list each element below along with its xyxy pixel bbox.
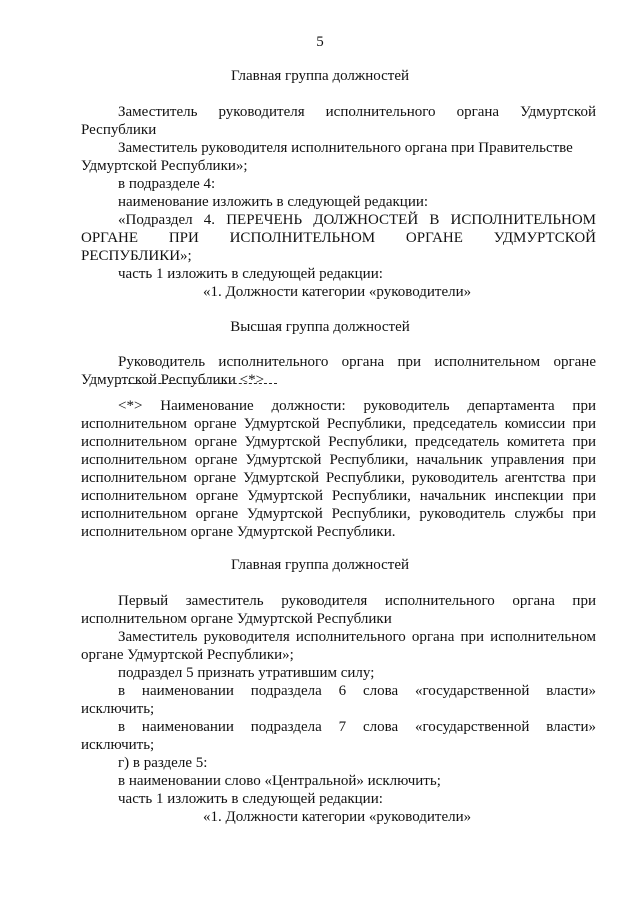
page-number: 5 (316, 34, 324, 50)
text-line: подраздел 5 признать утратившим силу; (118, 665, 375, 681)
text-line: Республики (81, 122, 157, 138)
section-heading: Главная группа должностей (230, 557, 410, 573)
text-line: исключить; (81, 701, 155, 717)
text-line: Заместитель руководителя исполнительного органа Удмуртской (118, 104, 596, 120)
text-line: часть 1 изложить в следующей редакции: (118, 791, 383, 807)
footnote-line: исполнительном органе Удмуртской Республики, председатель комитета при (81, 434, 596, 450)
footnote-separator (118, 383, 277, 384)
text-line: ОРГАНЕ ПРИ ИСПОЛНИТЕЛЬНОМ ОРГАНЕ УДМУРТСКОЙ (81, 230, 596, 246)
text-line: исключить; (81, 737, 155, 753)
footnote-line: исполнительном органе Удмуртской Республики. (81, 524, 396, 540)
text-line: Удмуртской Республики <*> (81, 372, 265, 388)
text-line: Руководитель исполнительного органа при исполнительном органе (118, 354, 596, 370)
text-line: «1. Должности категории «руководители» (203, 809, 472, 825)
text-line: исполнительном органе Удмуртской Республики (81, 611, 392, 627)
text-line: Первый заместитель руководителя исполнительного органа при (118, 593, 596, 609)
text-line: г) в разделе 5: (118, 755, 208, 771)
section-heading: Главная группа должностей (230, 68, 410, 84)
text-line: в подразделе 4: (118, 176, 216, 192)
text-line: Заместитель руководителя исполнительного органа при Правительстве (118, 140, 573, 156)
footnote-line: исполнительном органе Удмуртской Республики, председатель комиссии при (81, 416, 596, 432)
text-line: в наименовании слово «Центральной» исключить; (118, 773, 441, 789)
text-line: наименование изложить в следующей редакции: (118, 194, 429, 210)
footnote-line: <*> Наименование должности: руководитель департамента при (118, 398, 596, 414)
text-line: в наименовании подраздела 7 слова «государственной власти» (118, 719, 596, 735)
footnote-line: исполнительном органе Удмуртской Республики, начальник инспекции при (81, 488, 596, 504)
section-heading: Высшая группа должностей (230, 319, 410, 335)
footnote-line: исполнительном органе Удмуртской Республики, руководитель агентства при (81, 470, 596, 486)
text-line: Заместитель руководителя исполнительного органа при исполнительном (118, 629, 596, 645)
text-line: органе Удмуртской Республики»; (81, 647, 294, 663)
footnote-line: исполнительном органе Удмуртской Республики, начальник управления при (81, 452, 596, 468)
text-line: Удмуртской Республики»; (81, 158, 248, 174)
text-line: часть 1 изложить в следующей редакции: (118, 266, 383, 282)
text-line: «1. Должности категории «руководители» (203, 284, 472, 300)
text-line: в наименовании подраздела 6 слова «государственной власти» (118, 683, 596, 699)
text-line: РЕСПУБЛИКИ»; (81, 248, 192, 264)
footnote-line: исполнительном органе Удмуртской Республики, руководитель службы при (81, 506, 596, 522)
text-line: «Подраздел 4. ПЕРЕЧЕНЬ ДОЛЖНОСТЕЙ В ИСПОЛНИТЕЛЬНОМ (118, 212, 596, 228)
